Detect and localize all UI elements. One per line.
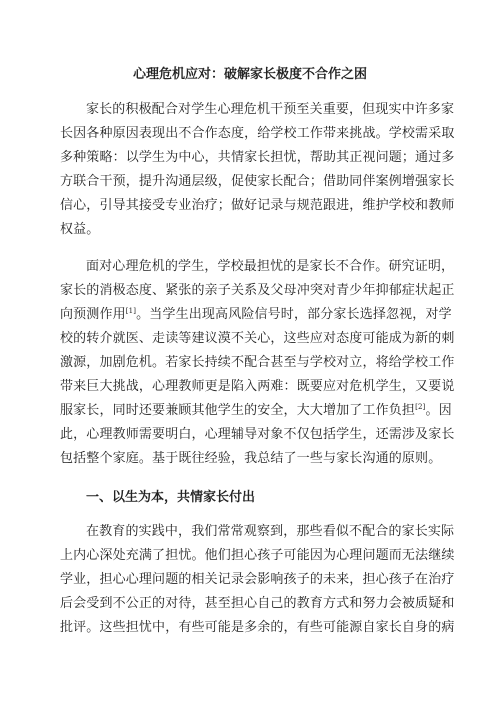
- section-paragraph-line-5: 批评。这些担忧中，有些可能是多余的，有些可能源自家长自身的病: [60, 620, 455, 635]
- paragraph-2-line-1: 面对心理危机的学生，学校最担忧的是家长不合作。研究证明，: [86, 259, 455, 274]
- section-paragraph-line-1: 在教育的实践中，我们常常观察到，那些看似不配合的家长实际: [86, 524, 455, 539]
- section-paragraph-line-2: 上内心深处充满了担忧。他们担心孩子可能因为心理问题而无法继续: [60, 548, 455, 563]
- paragraph-1-line-1: 家长的积极配合对学生心理危机干预至关重要，但现实中许多家: [86, 102, 455, 117]
- citation-2: [2]: [415, 403, 426, 411]
- paragraph-2-line-3-text-before: 向预测作用: [60, 307, 126, 322]
- paragraph-1-line-6: 权益。: [60, 222, 100, 237]
- citation-1: [1]: [125, 307, 137, 315]
- paragraph-2-line-8: 此，心理教师需要明白，心理辅导对象不仅包括学生，还需涉及家长: [60, 427, 455, 442]
- paragraph-2-line-7-text-after: 。因: [425, 403, 452, 418]
- paragraph-2-line-3-text-after: 。当学生出现高风险信号时，部分家长选择忽视，对学: [136, 307, 452, 322]
- paragraph-2-line-3: [60, 306, 452, 324]
- paragraph-2-line-2: 家长的消极态度、紧张的亲子关系及父母冲突对青少年抑郁症状起正: [60, 283, 455, 298]
- paragraph-1-line-3: 多种策略：以学生为中心，共情家长担忧，帮助其正视问题；通过多: [60, 150, 455, 165]
- paragraph-2-line-6: 带来巨大挑战，心理教师更是陷入两难：既要应对危机学生，又要说: [60, 379, 455, 394]
- document-title: 心理危机应对：破解家长极度不合作之困: [132, 67, 367, 82]
- section-paragraph-line-3: 学业，担心心理问题的相关记录会影响孩子的未来，担心孩子在治疗: [60, 572, 455, 587]
- paragraph-1-line-4: 方联合干预，提升沟通层级，促使家长配合；借助同伴案例增强家长: [60, 174, 455, 189]
- paragraph-1-line-5: 信心，引导其接受专业治疗；做好记录与规范跟进，维护学校和教师: [60, 198, 455, 213]
- paragraph-2-line-4: 校的转介就医、走读等建议漠不关心，这些应对态度可能成为新的刺: [60, 331, 455, 346]
- section-heading: 一、以生为本，共情家长付出: [86, 490, 256, 505]
- section-paragraph-line-4: 后会受到不公正的对待，甚至担心自己的教育方式和努力会被质疑和: [60, 596, 455, 611]
- paragraph-2-line-9: 包括整个家庭。基于既往经验，我总结了一些与家长沟通的原则。: [60, 451, 442, 466]
- paragraph-2-line-5: 激源，加剧危机。若家长持续不配合甚至与学校对立，将给学校工作: [60, 355, 455, 370]
- paragraph-1-line-2: 长因各种原因表现出不合作态度，给学校工作带来挑战。学校需采取: [60, 126, 455, 141]
- paragraph-2-line-7-text-before: 服家长，同时还要兼顾其他学生的安全，大大增加了工作负担: [60, 403, 416, 418]
- paragraph-2-line-7: [60, 402, 452, 420]
